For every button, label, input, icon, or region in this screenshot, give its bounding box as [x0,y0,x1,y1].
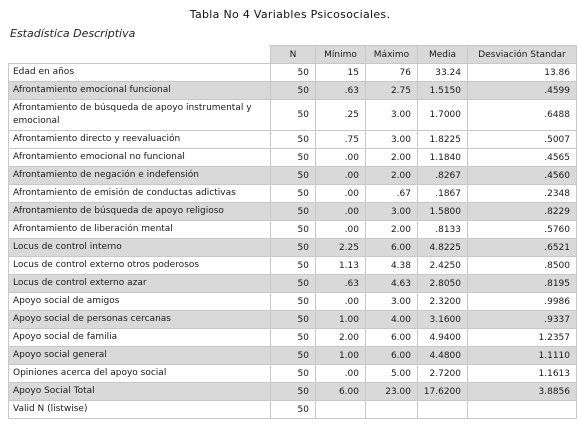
cell-n: 50 [271,383,316,401]
cell-n: 50 [271,167,316,185]
cell-mean: 33.24 [418,64,468,82]
table-row [9,185,577,203]
cell-max: 3.00 [366,203,418,221]
cell-mean: .8133 [418,221,468,239]
cell-min: 6.00 [316,383,366,401]
table-row [9,293,577,311]
cell-n: 50 [271,257,316,275]
table-row [9,221,577,239]
cell-max: 76 [366,64,418,82]
table-row [9,82,577,100]
table-row [9,275,577,293]
cell-n: 50 [271,149,316,167]
cell-min [316,401,366,419]
cell-mean: 3.1600 [418,311,468,329]
cell-n: 50 [271,347,316,365]
row-label: Edad en años [9,64,271,82]
cell-sd: .4560 [468,167,577,185]
cell-n: 50 [271,221,316,239]
cell-n: 50 [271,185,316,203]
cell-n: 50 [271,82,316,100]
table-row [9,401,577,419]
table-row [9,203,577,221]
cell-max: 23.00 [366,383,418,401]
cell-min: .63 [316,275,366,293]
row-label: Afrontamiento emocional funcional [9,82,271,100]
row-label: Locus de control externo azar [9,275,271,293]
table-row [9,239,577,257]
header-max: Máximo [366,46,418,64]
cell-min: 1.00 [316,311,366,329]
cell-n: 50 [271,64,316,82]
cell-max: 4.63 [366,275,418,293]
cell-mean: 4.4800 [418,347,468,365]
cell-n: 50 [271,131,316,149]
cell-n: 50 [271,311,316,329]
cell-max: 5.00 [366,365,418,383]
table-row [9,149,577,167]
cell-min: .00 [316,221,366,239]
table-row [9,311,577,329]
cell-max: 3.00 [366,293,418,311]
header-sd: Desviación Standar [468,46,577,64]
cell-min: .00 [316,149,366,167]
row-label: Afrontamiento de negación e indefensión [9,167,271,185]
cell-n: 50 [271,365,316,383]
row-label: Opiniones acerca del apoyo social [9,365,271,383]
cell-max: 6.00 [366,347,418,365]
row-label: Afrontamiento de liberación mental [9,221,271,239]
cell-max: 2.75 [366,82,418,100]
table-row [9,383,577,401]
cell-sd: 1.1110 [468,347,577,365]
cell-sd: .2348 [468,185,577,203]
cell-mean: 17.6200 [418,383,468,401]
cell-max [366,401,418,419]
row-label: Apoyo social de familia [9,329,271,347]
cell-max: 4.38 [366,257,418,275]
cell-sd: .6521 [468,239,577,257]
cell-min: .00 [316,293,366,311]
cell-max: 3.00 [366,131,418,149]
table-row [9,167,577,185]
header-n: N [271,46,316,64]
table-row [9,365,577,383]
cell-mean: 1.1840 [418,149,468,167]
cell-mean: 2.8050 [418,275,468,293]
cell-sd: .8195 [468,275,577,293]
cell-mean [418,401,468,419]
header-blank-cell [9,46,271,64]
row-label: Afrontamiento de búsqueda de apoyo instrumental y emocional [9,100,271,131]
table-row [9,131,577,149]
cell-sd: 13.86 [468,64,577,82]
cell-max: 2.00 [366,221,418,239]
cell-min: .63 [316,82,366,100]
row-label: Apoyo Social Total [9,383,271,401]
cell-min: 1.00 [316,347,366,365]
table-row [9,257,577,275]
cell-mean: 1.7000 [418,100,468,131]
table-subtitle: Estadística Descriptiva [10,27,136,40]
cell-min: 15 [316,64,366,82]
cell-sd: .5007 [468,131,577,149]
cell-mean: 1.5800 [418,203,468,221]
table-title: Tabla No 4 Variables Psicosociales. [189,8,391,21]
cell-min: 1.13 [316,257,366,275]
cell-min: .00 [316,365,366,383]
cell-mean: 2.7200 [418,365,468,383]
cell-sd: .8500 [468,257,577,275]
cell-min: .25 [316,100,366,131]
cell-sd: 1.1613 [468,365,577,383]
row-label: Afrontamiento de búsqueda de apoyo religioso [9,203,271,221]
cell-min: 2.25 [316,239,366,257]
cell-sd: .4599 [468,82,577,100]
cell-min: .00 [316,167,366,185]
row-label: Afrontamiento directo y reevaluación [9,131,271,149]
cell-max: 3.00 [366,100,418,131]
cell-sd: .6488 [468,100,577,131]
cell-max: 6.00 [366,239,418,257]
cell-max: 4.00 [366,311,418,329]
header-mean: Media [418,46,468,64]
row-label: Locus de control externo otros poderosos [9,257,271,275]
table-row [9,64,577,82]
cell-n: 50 [271,100,316,131]
descriptive-stats-table [8,45,577,419]
cell-sd: .4565 [468,149,577,167]
cell-mean: 1.8225 [418,131,468,149]
cell-n: 50 [271,293,316,311]
table-header-row [9,46,577,64]
cell-min: .00 [316,203,366,221]
cell-max: .67 [366,185,418,203]
cell-sd: 3.8856 [468,383,577,401]
cell-n: 50 [271,275,316,293]
cell-mean: 4.9400 [418,329,468,347]
cell-sd: 1.2357 [468,329,577,347]
table-row [9,329,577,347]
row-label: Locus de control interno [9,239,271,257]
cell-max: 2.00 [366,149,418,167]
cell-sd: .9337 [468,311,577,329]
cell-max: 6.00 [366,329,418,347]
cell-mean: 2.4250 [418,257,468,275]
cell-n: 50 [271,203,316,221]
cell-mean: 4.8225 [418,239,468,257]
header-min: Mínimo [316,46,366,64]
cell-mean: 2.3200 [418,293,468,311]
row-label: Valid N (listwise) [9,401,271,419]
cell-n: 50 [271,401,316,419]
cell-sd: .9986 [468,293,577,311]
cell-min: .00 [316,185,366,203]
table-row [9,347,577,365]
row-label: Apoyo social general [9,347,271,365]
row-label: Afrontamiento de emisión de conductas adictivas [9,185,271,203]
cell-mean: 1.5150 [418,82,468,100]
row-label: Apoyo social de personas cercanas [9,311,271,329]
cell-min: 2.00 [316,329,366,347]
table-body [9,64,577,419]
cell-sd: .8229 [468,203,577,221]
row-label: Afrontamiento emocional no funcional [9,149,271,167]
cell-max: 2.00 [366,167,418,185]
cell-min: .75 [316,131,366,149]
cell-sd: .5760 [468,221,577,239]
cell-n: 50 [271,239,316,257]
cell-n: 50 [271,329,316,347]
cell-mean: .1867 [418,185,468,203]
table-row [9,100,577,131]
cell-sd [468,401,577,419]
cell-mean: .8267 [418,167,468,185]
row-label: Apoyo social de amigos [9,293,271,311]
